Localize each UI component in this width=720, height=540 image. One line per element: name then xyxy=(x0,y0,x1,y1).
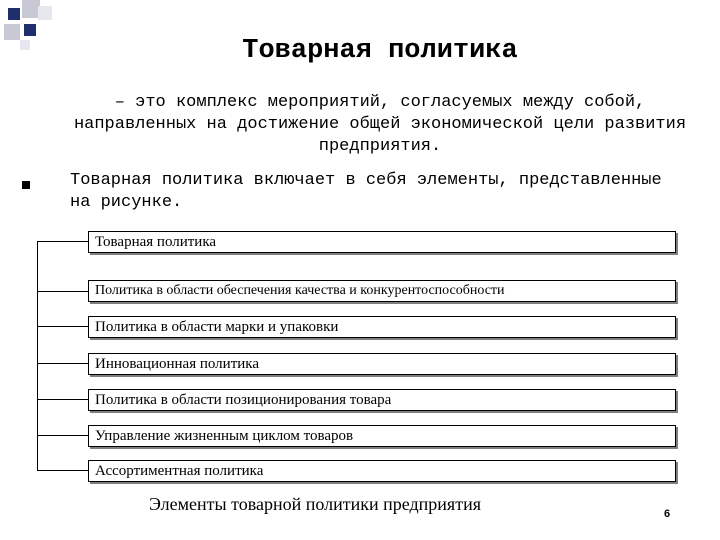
deco-square-lighter xyxy=(38,6,52,20)
connector-stub xyxy=(37,326,88,327)
definition-text: – это комплекс мероприятий, согласуемых между собой, направленных на достижение общей экономической цели развития предприятия. xyxy=(73,93,687,156)
connector-stub xyxy=(37,241,88,242)
page-number: 6 xyxy=(664,508,671,520)
diagram-box: Политика в области позиционирования товара xyxy=(88,389,676,411)
connector-stub xyxy=(37,470,88,471)
deco-square-dark xyxy=(8,8,20,20)
deco-square-dark-2 xyxy=(24,24,36,36)
diagram-caption: Элементы товарной политики предприятия xyxy=(149,494,481,514)
diagram-box: Ассортиментная политика xyxy=(88,460,676,482)
diagram-box: Управление жизненным циклом товаров xyxy=(88,425,676,447)
connector-stub xyxy=(37,399,88,400)
diagram-box: Политика в области обеспечения качества и конкурентоспособности xyxy=(88,280,676,302)
diagram-box: Политика в области марки и упаковки xyxy=(88,316,676,338)
bullet-text: Товарная политика включает в себя элементы, представленные на рисунке. xyxy=(70,171,662,212)
connector-stub xyxy=(37,435,88,436)
diagram-box-root: Товарная политика xyxy=(88,231,676,253)
slide-title: Товарная политика xyxy=(242,36,518,66)
deco-square-lighter-2 xyxy=(20,40,30,50)
diagram-box: Инновационная политика xyxy=(88,353,676,375)
corner-decoration xyxy=(0,0,60,60)
connector-stub xyxy=(37,291,88,292)
square-bullet-icon xyxy=(22,181,30,189)
connector-stub xyxy=(37,363,88,364)
deco-square-light-2 xyxy=(4,24,20,40)
